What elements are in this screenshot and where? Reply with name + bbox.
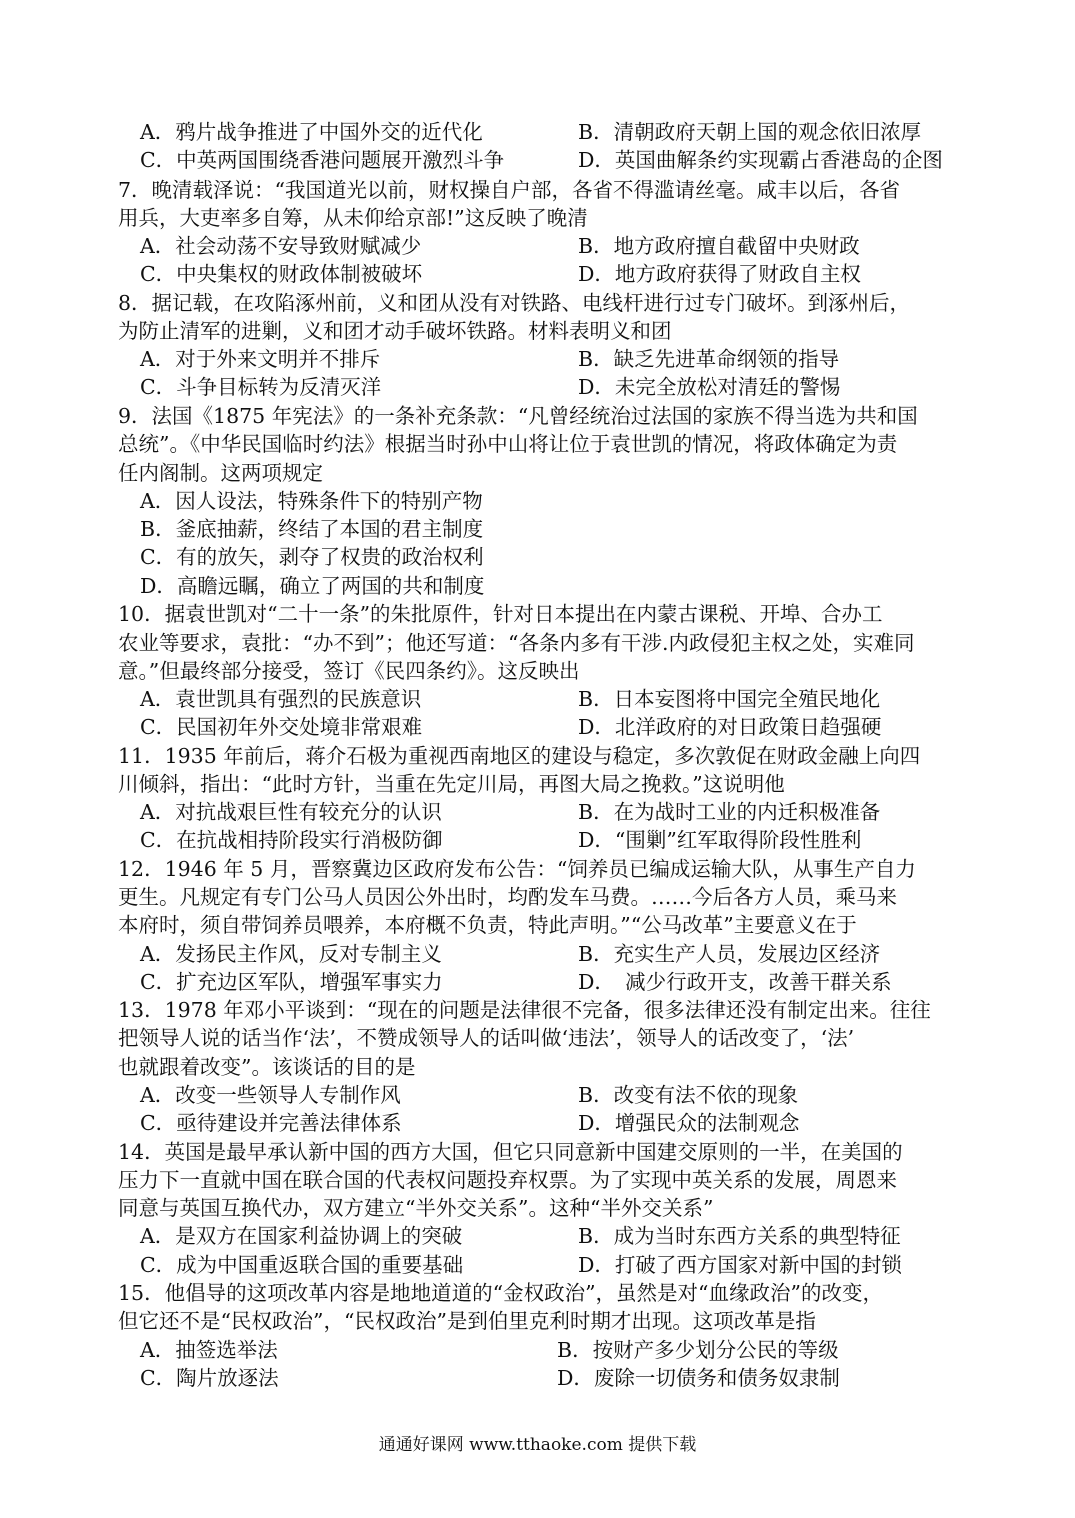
question-stem-line: 用兵，大吏率多自筹，从未仰给京部!”这反映了晚清	[118, 206, 588, 230]
question-stem-line: 15．他倡导的这项改革内容是地地道道的“金权政治”，虽然是对“血缘政治”的改变，	[118, 1281, 884, 1305]
answer-option: B．日本妄图将中国完全殖民地化	[578, 687, 881, 711]
answer-option: C．在抗战相持阶段实行消极防御	[140, 828, 443, 852]
answer-option: D．打破了西方国家对新中国的封锁	[578, 1253, 902, 1277]
question-stem-line: 农业等要求，袁批：“办不到”；他还写道：“各条内多有干涉.内政侵犯主权之处，实难同	[118, 631, 915, 655]
question-stem-line: 同意与英国互换代办，双方建立“半外交关系”。这种“半外交关系”	[118, 1196, 714, 1220]
answer-option: D．高瞻远瞩，确立了两国的共和制度	[140, 574, 485, 598]
answer-option: A．发扬民主作风，反对专制主义	[140, 942, 442, 966]
question-stem-line: 10．据袁世凯对“二十一条”的朱批原件，针对日本提出在内蒙古课税、开埠、合办工	[118, 602, 883, 626]
page-footer: 通通好课网 www.tthaoke.com 提供下载	[378, 1435, 697, 1455]
question-stem-line: 压力下一直就中国在联合国的代表权问题投弃权票。为了实现中英关系的发展，周恩来	[118, 1168, 897, 1192]
answer-option: B．成为当时东西方关系的典型特征	[578, 1224, 901, 1248]
question-stem-line: 13．1978 年邓小平谈到：“现在的问题是法律很不完备，很多法律还没有制定出来。往往	[118, 998, 931, 1022]
answer-option: B．按财产多少划分公民的等级	[557, 1338, 839, 1362]
question-stem-line: 也就跟着改变”。该谈话的目的是	[118, 1055, 416, 1079]
answer-option: C．有的放矢，剥夺了权贵的政治权利	[140, 545, 484, 569]
answer-option: D．地方政府获得了财政自主权	[578, 262, 861, 286]
answer-option: C．亟待建设并完善法律体系	[140, 1111, 402, 1135]
answer-option: A．抽签选举法	[140, 1338, 278, 1362]
answer-option: D．英国曲解条约实现霸占香港岛的企图	[578, 148, 943, 172]
question-stem-line: 意。”但最终部分接受，签订《民四条约》。这反映出	[118, 659, 580, 683]
question-stem-line: 11．1935 年前后，蒋介石极为重视西南地区的建设与稳定，多次敦促在财政金融上向四	[118, 744, 921, 768]
answer-option: A．是双方在国家利益协调上的突破	[140, 1224, 463, 1248]
answer-option: B．改变有法不依的现象	[578, 1083, 799, 1107]
answer-option: B．釜底抽薪，终结了本国的君主制度	[140, 517, 484, 541]
answer-option: D．增强民众的法制观念	[578, 1111, 800, 1135]
answer-option: C．斗争目标转为反清灭洋	[140, 375, 382, 399]
question-stem-line: 12．1946 年 5 月，晋察冀边区政府发布公告：“饲养员已编成运输大队，从事生产自力	[118, 857, 916, 881]
question-stem-line: 7．晚清载泽说：“我国道光以前，财权操自户部，各省不得滥请丝毫。咸丰以后，各省	[118, 178, 901, 202]
answer-option: C．民国初年外交处境非常艰难	[140, 715, 423, 739]
question-stem-line: 为防止清军的进剿，义和团才动手破坏铁路。材料表明义和团	[118, 319, 672, 343]
answer-option: D．废除一切债务和债务奴隶制	[557, 1366, 840, 1390]
answer-option: D．“围剿”红军取得阶段性胜利	[578, 828, 862, 852]
answer-option: B．清朝政府天朝上国的观念依旧浓厚	[578, 120, 922, 144]
answer-option: B．缺乏先进革命纲领的指导	[578, 347, 840, 371]
answer-option: D．未完全放松对清廷的警惕	[578, 375, 841, 399]
answer-option: D．北洋政府的对日政策日趋强硬	[578, 715, 882, 739]
question-stem-line: 任内阁制。这两项规定	[118, 461, 323, 485]
answer-option: B．地方政府擅自截留中央财政	[578, 234, 860, 258]
answer-option: C．成为中国重返联合国的重要基础	[140, 1253, 464, 1277]
answer-option: A．袁世凯具有强烈的民族意识	[140, 687, 422, 711]
answer-option: D． 减少行政开支，改善干群关系	[578, 970, 892, 994]
answer-option: A．因人设法，特殊条件下的特别产物	[140, 489, 483, 513]
answer-option: A．对于外来文明并不排斥	[140, 347, 381, 371]
question-stem-line: 8．据记载，在攻陷涿州前，义和团从没有对铁路、电线杆进行过专门破坏。到涿州后，	[118, 291, 911, 315]
question-stem-line: 把领导人说的话当作‘法’，不赞成领导人的话叫做‘违法’，领导人的话改变了，‘法’	[118, 1026, 855, 1050]
answer-option: B．在为战时工业的内迁积极准备	[578, 800, 881, 824]
answer-option: C．扩充边区军队，增强军事实力	[140, 970, 443, 994]
question-stem-line: 9．法国《1875 年宪法》的一条补充条款：“凡曾经统治过法国的家族不得当选为共和国	[118, 404, 918, 428]
answer-option: C．陶片放逐法	[140, 1366, 279, 1390]
question-stem-line: 14．英国是最早承认新中国的西方大国，但它只同意新中国建交原则的一半，在美国的	[118, 1140, 903, 1164]
answer-option: B．充实生产人员，发展边区经济	[578, 942, 881, 966]
question-stem-line: 本府时，须自带饲养员喂养，本府概不负责，特此声明。”“公马改革”主要意义在于	[118, 913, 857, 937]
answer-option: C．中英两国围绕香港问题展开激烈斗争	[140, 148, 505, 172]
answer-option: A．改变一些领导人专制作风	[140, 1083, 401, 1107]
answer-option: A．社会动荡不安导致财赋减少	[140, 234, 422, 258]
question-stem-line: 川倾斜，指出：“此时方针，当重在先定川局，再图大局之挽救。”这说明他	[118, 772, 785, 796]
question-stem-line: 但它还不是“民权政治”，“民权政治”是到伯里克利时期才出现。这项改革是指	[118, 1309, 816, 1333]
answer-option: A．鸦片战争推进了中国外交的近代化	[140, 120, 483, 144]
question-stem-line: 更生。凡规定有专门公马人员因公外出时，均酌发车马费。……今后各方人员，乘马来	[118, 885, 897, 909]
question-stem-line: 总统”。《中华民国临时约法》根据当时孙中山将让位于袁世凯的情况，将政体确定为责	[118, 432, 898, 456]
answer-option: C．中央集权的财政体制被破坏	[140, 262, 423, 286]
answer-option: A．对抗战艰巨性有较充分的认识	[140, 800, 442, 824]
